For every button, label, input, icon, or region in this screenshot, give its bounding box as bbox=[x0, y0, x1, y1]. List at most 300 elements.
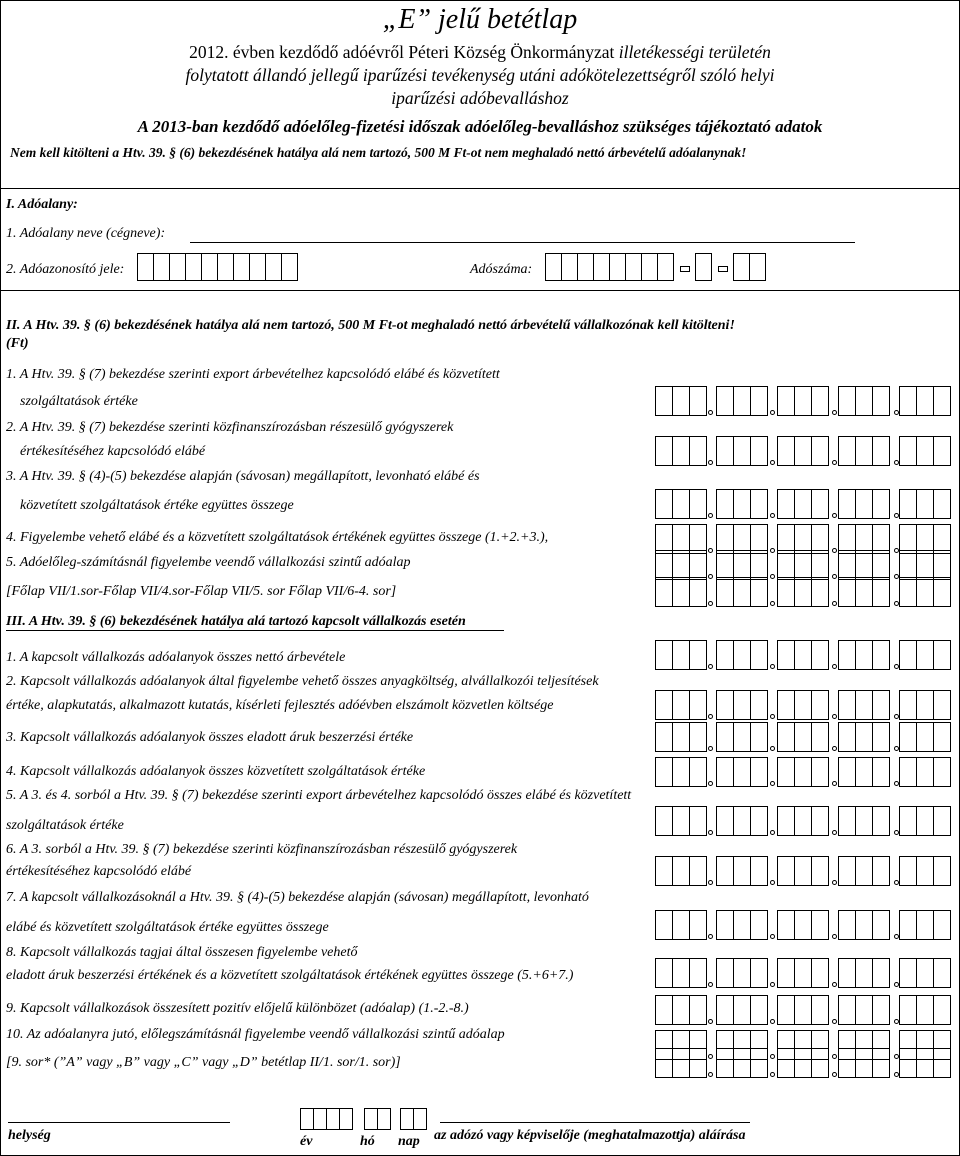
digit-box[interactable] bbox=[838, 995, 856, 1025]
digit-box[interactable] bbox=[777, 1048, 795, 1078]
month-boxes[interactable] bbox=[364, 1108, 391, 1130]
digit-group bbox=[839, 436, 890, 466]
digit-group bbox=[778, 856, 829, 886]
digit-box[interactable] bbox=[716, 690, 734, 720]
digit-box[interactable] bbox=[689, 436, 707, 466]
digit-box[interactable] bbox=[169, 253, 186, 281]
digit-box[interactable] bbox=[749, 253, 766, 281]
digit-box[interactable] bbox=[716, 910, 734, 940]
digit-box[interactable] bbox=[716, 489, 734, 519]
digit-box[interactable] bbox=[838, 690, 856, 720]
digit-box[interactable] bbox=[916, 958, 934, 988]
amount-boxes[interactable] bbox=[656, 958, 951, 988]
digit-box[interactable] bbox=[716, 640, 734, 670]
amount-boxes[interactable] bbox=[656, 690, 951, 720]
digit-box[interactable] bbox=[339, 1108, 353, 1130]
digit-box[interactable] bbox=[916, 489, 934, 519]
digit-box[interactable] bbox=[655, 856, 673, 886]
digit-box[interactable] bbox=[716, 1048, 734, 1078]
digit-box[interactable] bbox=[899, 958, 917, 988]
digit-box[interactable] bbox=[855, 577, 873, 607]
digit-group bbox=[778, 436, 829, 466]
digit-box[interactable] bbox=[855, 856, 873, 886]
digit-box[interactable] bbox=[899, 806, 917, 836]
digit-box[interactable] bbox=[777, 550, 795, 580]
amount-boxes[interactable] bbox=[656, 757, 951, 787]
digit-group bbox=[900, 910, 951, 940]
digit-box[interactable] bbox=[899, 386, 917, 416]
digit-box[interactable] bbox=[777, 806, 795, 836]
digit-box[interactable] bbox=[545, 253, 562, 281]
digit-box[interactable] bbox=[855, 1048, 873, 1078]
digit-box[interactable] bbox=[933, 958, 951, 988]
digit-box[interactable] bbox=[777, 995, 795, 1025]
digit-box[interactable] bbox=[855, 386, 873, 416]
digit-box[interactable] bbox=[689, 1048, 707, 1078]
digit-box[interactable] bbox=[916, 690, 934, 720]
tax-id-label: 2. Adóazonosító jele: bbox=[6, 262, 125, 277]
place-label: helység bbox=[8, 1128, 51, 1143]
amount-boxes[interactable] bbox=[656, 489, 951, 519]
digit-box[interactable] bbox=[750, 640, 768, 670]
digit-box[interactable] bbox=[733, 690, 751, 720]
digit-box[interactable] bbox=[655, 910, 673, 940]
amount-boxes[interactable] bbox=[656, 640, 951, 670]
digit-box[interactable] bbox=[872, 757, 890, 787]
digit-box[interactable] bbox=[716, 577, 734, 607]
amount-boxes[interactable] bbox=[656, 722, 951, 752]
digit-box[interactable] bbox=[855, 640, 873, 670]
s2-row-1-label: 1. A Htv. 39. § (7) bekezdése szerinti export árbevételhez kapcsolódó elábé és közvetített bbox=[6, 367, 500, 382]
digit-box[interactable] bbox=[750, 910, 768, 940]
digit-box[interactable] bbox=[794, 640, 812, 670]
digit-box[interactable] bbox=[794, 806, 812, 836]
digit-box[interactable] bbox=[916, 910, 934, 940]
digit-box[interactable] bbox=[916, 436, 934, 466]
thousand-separator-dot bbox=[894, 781, 899, 786]
digit-box[interactable] bbox=[794, 690, 812, 720]
digit-box[interactable] bbox=[872, 489, 890, 519]
digit-box[interactable] bbox=[750, 489, 768, 519]
digit-box[interactable] bbox=[313, 1108, 327, 1130]
digit-box[interactable] bbox=[872, 856, 890, 886]
amount-boxes[interactable] bbox=[656, 995, 951, 1025]
digit-box[interactable] bbox=[855, 722, 873, 752]
digit-box[interactable] bbox=[811, 757, 829, 787]
digit-box[interactable] bbox=[672, 757, 690, 787]
digit-box[interactable] bbox=[655, 722, 673, 752]
digit-box[interactable] bbox=[794, 489, 812, 519]
digit-box[interactable] bbox=[716, 436, 734, 466]
digit-box[interactable] bbox=[689, 806, 707, 836]
digit-box[interactable] bbox=[899, 1048, 917, 1078]
digit-box[interactable] bbox=[733, 253, 750, 281]
digit-box[interactable] bbox=[672, 856, 690, 886]
digit-box[interactable] bbox=[326, 1108, 340, 1130]
digit-box[interactable] bbox=[933, 690, 951, 720]
digit-box[interactable] bbox=[899, 856, 917, 886]
digit-box[interactable] bbox=[777, 577, 795, 607]
digit-box[interactable] bbox=[811, 640, 829, 670]
digit-box[interactable] bbox=[811, 1048, 829, 1078]
digit-box[interactable] bbox=[655, 640, 673, 670]
digit-box[interactable] bbox=[838, 436, 856, 466]
digit-box[interactable] bbox=[899, 640, 917, 670]
digit-box[interactable] bbox=[838, 757, 856, 787]
digit-group bbox=[900, 386, 951, 416]
digit-box[interactable] bbox=[672, 910, 690, 940]
tax-number-boxes[interactable] bbox=[546, 253, 766, 281]
digit-box[interactable] bbox=[733, 386, 751, 416]
digit-box[interactable] bbox=[689, 722, 707, 752]
digit-box[interactable] bbox=[593, 253, 610, 281]
digit-box[interactable] bbox=[689, 550, 707, 580]
digit-box[interactable] bbox=[716, 722, 734, 752]
digit-box[interactable] bbox=[838, 958, 856, 988]
digit-box[interactable] bbox=[872, 995, 890, 1025]
digit-box[interactable] bbox=[811, 856, 829, 886]
digit-box[interactable] bbox=[872, 436, 890, 466]
digit-box[interactable] bbox=[777, 856, 795, 886]
digit-group bbox=[900, 690, 951, 720]
digit-box[interactable] bbox=[855, 995, 873, 1025]
digit-box[interactable] bbox=[185, 253, 202, 281]
thousand-separator-dot bbox=[770, 1072, 775, 1077]
digit-group bbox=[900, 806, 951, 836]
digit-group bbox=[656, 550, 707, 580]
digit-box[interactable] bbox=[838, 386, 856, 416]
taxpayer-name-field[interactable] bbox=[190, 242, 855, 243]
digit-box[interactable] bbox=[201, 253, 218, 281]
digit-box[interactable] bbox=[899, 550, 917, 580]
digit-box[interactable] bbox=[672, 806, 690, 836]
amount-boxes[interactable] bbox=[656, 1048, 951, 1078]
digit-box[interactable] bbox=[689, 757, 707, 787]
digit-box[interactable] bbox=[855, 958, 873, 988]
digit-box[interactable] bbox=[733, 958, 751, 988]
digit-box[interactable] bbox=[872, 640, 890, 670]
digit-box[interactable] bbox=[899, 577, 917, 607]
digit-box[interactable] bbox=[377, 1108, 391, 1130]
digit-box[interactable] bbox=[695, 253, 712, 281]
digit-box[interactable] bbox=[249, 253, 266, 281]
digit-box[interactable] bbox=[811, 690, 829, 720]
digit-box[interactable] bbox=[750, 386, 768, 416]
digit-box[interactable] bbox=[672, 1048, 690, 1078]
digit-box[interactable] bbox=[750, 690, 768, 720]
digit-box[interactable] bbox=[716, 550, 734, 580]
digit-box[interactable] bbox=[561, 253, 578, 281]
digit-box[interactable] bbox=[794, 722, 812, 752]
digit-box[interactable] bbox=[916, 550, 934, 580]
digit-box[interactable] bbox=[838, 550, 856, 580]
digit-group bbox=[900, 722, 951, 752]
digit-box[interactable] bbox=[855, 757, 873, 787]
digit-box[interactable] bbox=[855, 489, 873, 519]
digit-box[interactable] bbox=[916, 806, 934, 836]
amount-boxes[interactable] bbox=[656, 910, 951, 940]
digit-box[interactable] bbox=[733, 550, 751, 580]
digit-box[interactable] bbox=[794, 1048, 812, 1078]
digit-box[interactable] bbox=[716, 995, 734, 1025]
digit-box[interactable] bbox=[899, 690, 917, 720]
digit-box[interactable] bbox=[794, 550, 812, 580]
digit-box[interactable] bbox=[916, 722, 934, 752]
digit-box[interactable] bbox=[872, 1048, 890, 1078]
digit-box[interactable] bbox=[689, 856, 707, 886]
digit-box[interactable] bbox=[916, 856, 934, 886]
amount-boxes[interactable] bbox=[656, 436, 951, 466]
digit-box[interactable] bbox=[733, 806, 751, 836]
digit-box[interactable] bbox=[655, 436, 673, 466]
digit-box[interactable] bbox=[777, 722, 795, 752]
digit-box[interactable] bbox=[672, 489, 690, 519]
place-line[interactable] bbox=[8, 1122, 230, 1123]
digit-box[interactable] bbox=[838, 722, 856, 752]
digit-box[interactable] bbox=[750, 806, 768, 836]
digit-box[interactable] bbox=[838, 489, 856, 519]
digit-box[interactable] bbox=[777, 489, 795, 519]
digit-box[interactable] bbox=[364, 1108, 378, 1130]
digit-box[interactable] bbox=[811, 958, 829, 988]
digit-box[interactable] bbox=[655, 958, 673, 988]
digit-box[interactable] bbox=[672, 550, 690, 580]
digit-box[interactable] bbox=[281, 253, 298, 281]
digit-box[interactable] bbox=[933, 1048, 951, 1078]
digit-box[interactable] bbox=[872, 690, 890, 720]
digit-box[interactable] bbox=[777, 757, 795, 787]
digit-box[interactable] bbox=[716, 958, 734, 988]
digit-box[interactable] bbox=[794, 856, 812, 886]
digit-box[interactable] bbox=[933, 577, 951, 607]
digit-box[interactable] bbox=[733, 436, 751, 466]
digit-box[interactable] bbox=[625, 253, 642, 281]
digit-box[interactable] bbox=[655, 757, 673, 787]
digit-box[interactable] bbox=[689, 577, 707, 607]
digit-box[interactable] bbox=[733, 856, 751, 886]
digit-box[interactable] bbox=[689, 910, 707, 940]
digit-box[interactable] bbox=[899, 995, 917, 1025]
digit-box[interactable] bbox=[750, 757, 768, 787]
signature-line[interactable] bbox=[440, 1122, 750, 1123]
digit-box[interactable] bbox=[794, 386, 812, 416]
digit-box[interactable] bbox=[838, 640, 856, 670]
digit-box[interactable] bbox=[916, 386, 934, 416]
digit-box[interactable] bbox=[672, 436, 690, 466]
digit-box[interactable] bbox=[916, 1048, 934, 1078]
digit-box[interactable] bbox=[689, 640, 707, 670]
digit-box[interactable] bbox=[777, 386, 795, 416]
digit-box[interactable] bbox=[750, 577, 768, 607]
digit-box[interactable] bbox=[855, 436, 873, 466]
digit-box[interactable] bbox=[233, 253, 250, 281]
digit-box[interactable] bbox=[777, 640, 795, 670]
digit-box[interactable] bbox=[811, 910, 829, 940]
digit-box[interactable] bbox=[733, 1048, 751, 1078]
thousand-separator-dot bbox=[832, 601, 837, 606]
digit-box[interactable] bbox=[794, 910, 812, 940]
digit-box[interactable] bbox=[855, 806, 873, 836]
digit-box[interactable] bbox=[933, 436, 951, 466]
digit-box[interactable] bbox=[672, 958, 690, 988]
amount-boxes[interactable] bbox=[656, 806, 951, 836]
digit-box[interactable] bbox=[899, 436, 917, 466]
digit-box[interactable] bbox=[872, 722, 890, 752]
digit-box[interactable] bbox=[655, 577, 673, 607]
digit-box[interactable] bbox=[811, 386, 829, 416]
digit-box[interactable] bbox=[716, 386, 734, 416]
digit-box[interactable] bbox=[933, 550, 951, 580]
digit-box[interactable] bbox=[609, 253, 626, 281]
digit-box[interactable] bbox=[872, 910, 890, 940]
thousand-separator-dot bbox=[832, 781, 837, 786]
digit-box[interactable] bbox=[794, 958, 812, 988]
digit-box[interactable] bbox=[794, 577, 812, 607]
digit-box[interactable] bbox=[811, 722, 829, 752]
digit-box[interactable] bbox=[689, 958, 707, 988]
s2-row-4-label: 4. Figyelembe vehető elábé és a közvetített szolgáltatások értékének együttes összege (1.+2.+3.), bbox=[6, 530, 549, 545]
digit-box[interactable] bbox=[655, 386, 673, 416]
digit-box[interactable] bbox=[811, 806, 829, 836]
amount-boxes[interactable] bbox=[656, 577, 951, 607]
digit-box[interactable] bbox=[933, 806, 951, 836]
digit-box[interactable] bbox=[750, 958, 768, 988]
digit-box[interactable] bbox=[872, 386, 890, 416]
digit-box[interactable] bbox=[265, 253, 282, 281]
digit-box[interactable] bbox=[689, 995, 707, 1025]
digit-box[interactable] bbox=[655, 690, 673, 720]
digit-group bbox=[778, 722, 829, 752]
digit-box[interactable] bbox=[641, 253, 658, 281]
digit-box[interactable] bbox=[672, 386, 690, 416]
digit-box[interactable] bbox=[899, 910, 917, 940]
digit-box[interactable] bbox=[916, 757, 934, 787]
digit-box[interactable] bbox=[689, 489, 707, 519]
digit-box[interactable] bbox=[733, 577, 751, 607]
digit-box[interactable] bbox=[672, 577, 690, 607]
digit-box[interactable] bbox=[838, 910, 856, 940]
digit-box[interactable] bbox=[672, 722, 690, 752]
digit-box[interactable] bbox=[777, 910, 795, 940]
digit-box[interactable] bbox=[933, 995, 951, 1025]
digit-box[interactable] bbox=[657, 253, 674, 281]
digit-box[interactable] bbox=[300, 1108, 314, 1130]
thousand-separator-dot bbox=[832, 1072, 837, 1077]
digit-box[interactable] bbox=[153, 253, 170, 281]
digit-box[interactable] bbox=[672, 690, 690, 720]
digit-box[interactable] bbox=[933, 640, 951, 670]
digit-box[interactable] bbox=[811, 995, 829, 1025]
digit-box[interactable] bbox=[916, 577, 934, 607]
amount-boxes[interactable] bbox=[656, 856, 951, 886]
digit-box[interactable] bbox=[916, 640, 934, 670]
digit-box[interactable] bbox=[811, 489, 829, 519]
digit-box[interactable] bbox=[716, 757, 734, 787]
digit-group bbox=[656, 386, 707, 416]
digit-box[interactable] bbox=[933, 489, 951, 519]
digit-box[interactable] bbox=[577, 253, 594, 281]
digit-box[interactable] bbox=[777, 436, 795, 466]
digit-box[interactable] bbox=[916, 995, 934, 1025]
digit-box[interactable] bbox=[899, 489, 917, 519]
amount-boxes[interactable] bbox=[656, 386, 951, 416]
digit-box[interactable] bbox=[750, 436, 768, 466]
digit-box[interactable] bbox=[838, 1048, 856, 1078]
digit-box[interactable] bbox=[655, 995, 673, 1025]
s3-row-4-label: 4. Kapcsolt vállalkozás adóalanyok összes közvetített szolgáltatások értéke bbox=[6, 764, 426, 779]
digit-box[interactable] bbox=[872, 550, 890, 580]
digit-box[interactable] bbox=[872, 577, 890, 607]
digit-box[interactable] bbox=[838, 806, 856, 836]
digit-box[interactable] bbox=[933, 722, 951, 752]
digit-box[interactable] bbox=[855, 550, 873, 580]
digit-box[interactable] bbox=[855, 690, 873, 720]
thousand-separator-dot bbox=[708, 714, 713, 719]
digit-box[interactable] bbox=[933, 757, 951, 787]
year-boxes[interactable] bbox=[300, 1108, 353, 1130]
digit-box[interactable] bbox=[672, 995, 690, 1025]
digit-box[interactable] bbox=[750, 995, 768, 1025]
digit-box[interactable] bbox=[794, 436, 812, 466]
digit-box[interactable] bbox=[672, 640, 690, 670]
digit-box[interactable] bbox=[872, 806, 890, 836]
digit-box[interactable] bbox=[413, 1108, 427, 1130]
digit-box[interactable] bbox=[811, 436, 829, 466]
thousand-separator-dot bbox=[770, 982, 775, 987]
digit-box[interactable] bbox=[777, 690, 795, 720]
digit-box[interactable] bbox=[655, 489, 673, 519]
digit-box[interactable] bbox=[794, 757, 812, 787]
digit-box[interactable] bbox=[872, 958, 890, 988]
digit-box[interactable] bbox=[689, 690, 707, 720]
digit-box[interactable] bbox=[899, 757, 917, 787]
digit-box[interactable] bbox=[811, 577, 829, 607]
digit-box[interactable] bbox=[855, 910, 873, 940]
digit-box[interactable] bbox=[137, 253, 154, 281]
digit-box[interactable] bbox=[733, 995, 751, 1025]
digit-box[interactable] bbox=[733, 640, 751, 670]
digit-box[interactable] bbox=[655, 1048, 673, 1078]
day-boxes[interactable] bbox=[400, 1108, 427, 1130]
digit-box[interactable] bbox=[838, 856, 856, 886]
digit-box[interactable] bbox=[733, 489, 751, 519]
digit-box[interactable] bbox=[716, 806, 734, 836]
digit-box[interactable] bbox=[733, 757, 751, 787]
digit-box[interactable] bbox=[899, 722, 917, 752]
digit-box[interactable] bbox=[733, 722, 751, 752]
digit-box[interactable] bbox=[689, 386, 707, 416]
digit-box[interactable] bbox=[750, 1048, 768, 1078]
digit-box[interactable] bbox=[933, 856, 951, 886]
digit-box[interactable] bbox=[750, 722, 768, 752]
digit-box[interactable] bbox=[777, 958, 795, 988]
digit-box[interactable] bbox=[716, 856, 734, 886]
digit-box[interactable] bbox=[655, 806, 673, 836]
tax-id-boxes[interactable] bbox=[138, 253, 298, 281]
digit-box[interactable] bbox=[933, 386, 951, 416]
digit-box[interactable] bbox=[217, 253, 234, 281]
digit-box[interactable] bbox=[655, 550, 673, 580]
digit-box[interactable] bbox=[400, 1108, 414, 1130]
digit-box[interactable] bbox=[733, 910, 751, 940]
digit-box[interactable] bbox=[811, 550, 829, 580]
digit-box[interactable] bbox=[933, 910, 951, 940]
digit-box[interactable] bbox=[750, 550, 768, 580]
amount-boxes[interactable] bbox=[656, 550, 951, 580]
digit-box[interactable] bbox=[750, 856, 768, 886]
digit-box[interactable] bbox=[838, 577, 856, 607]
digit-box[interactable] bbox=[794, 995, 812, 1025]
